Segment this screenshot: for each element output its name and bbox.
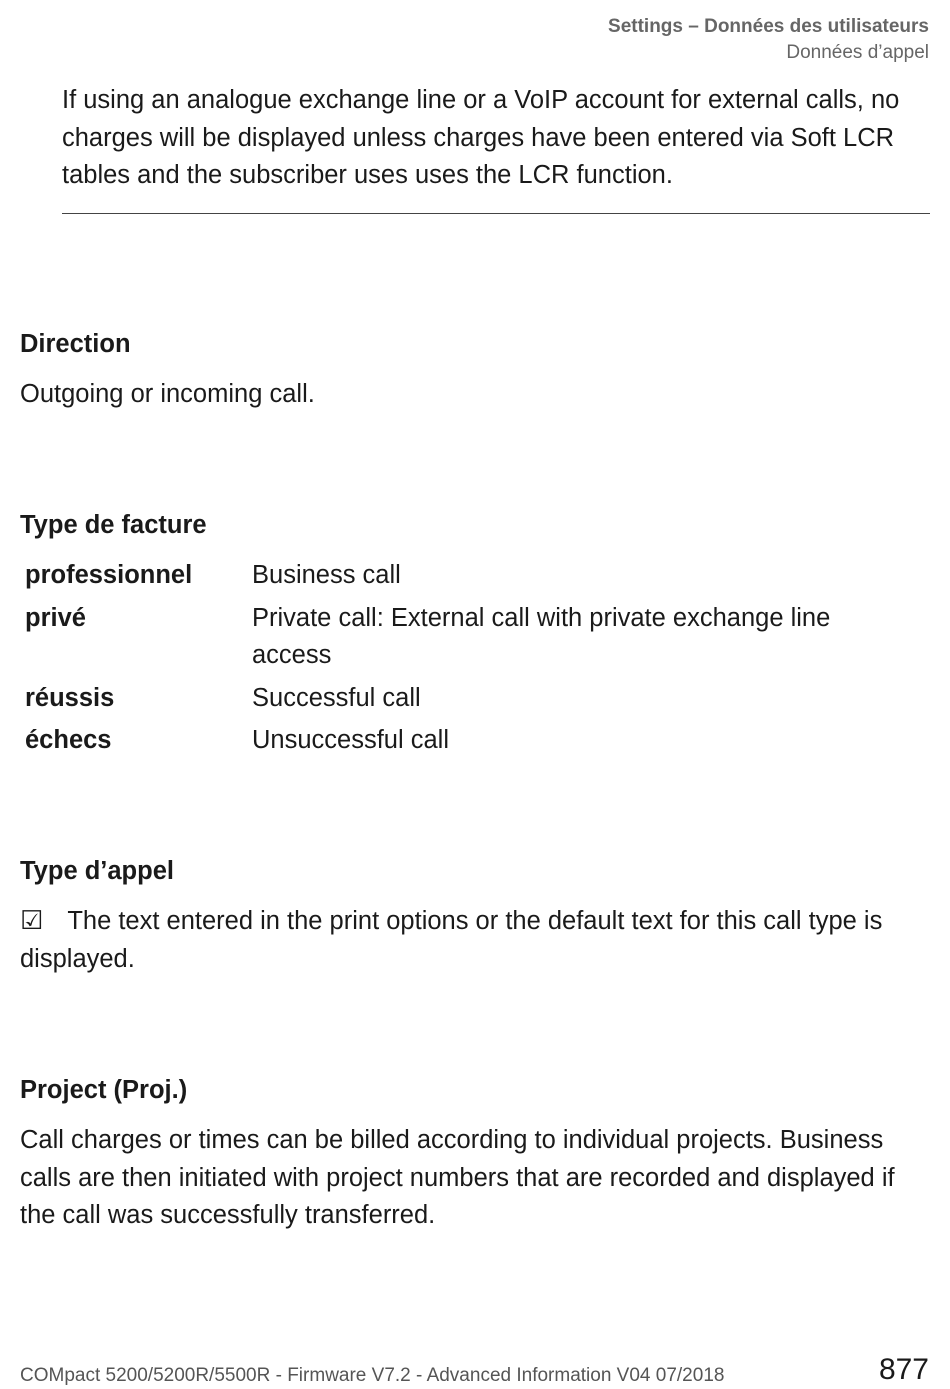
direction-text: Outgoing or incoming call.	[20, 380, 315, 408]
note-paragraph: If using an analogue exchange line or a VoIP account for external calls, no charges will be displayed unless charges have been entered via Soft LCR tables and the subscriber uses uses the LCR function.	[62, 86, 900, 189]
running-header	[608, 14, 929, 66]
desc-business-call: Business call	[252, 561, 401, 589]
list-item	[25, 680, 930, 718]
term-professionnel: professionnel	[25, 561, 193, 589]
page-number: 877	[878, 1353, 929, 1386]
header-subtitle: Données d’appel	[786, 42, 929, 63]
type-facture-list	[25, 557, 930, 765]
list-item	[25, 722, 930, 760]
type-appel-text: The text entered in the print options or the default text for this call type is displayed.	[20, 907, 883, 973]
desc-unsuccessful-call: Unsuccessful call	[252, 726, 449, 754]
term-echecs: échecs	[25, 726, 112, 754]
list-item	[25, 600, 930, 675]
header-title: Settings – Données des utilisateurs	[608, 16, 929, 37]
project-heading: Project (Proj.)	[20, 1076, 188, 1104]
project-text: Call charges or times can be billed according to individual projects. Business calls are then initiated with project numbers that are recorded and displayed if the call was successfully transferred.	[20, 1126, 895, 1229]
type-appel-text-block	[20, 903, 930, 978]
type-facture-heading: Type de facture	[20, 511, 207, 539]
term-reussis: réussis	[25, 683, 115, 712]
list-item	[25, 557, 930, 595]
term-prive: privé	[25, 603, 86, 632]
checkbox-checked-icon: ☑	[20, 906, 44, 936]
note-divider	[62, 213, 930, 214]
footer-text: COMpact 5200/5200R/5500R - Firmware V7.2 - Advanced Information V04 07/2018	[20, 1365, 725, 1386]
desc-private-call: Private call: External call with private exchange line access	[252, 603, 831, 669]
direction-heading: Direction	[20, 330, 131, 358]
desc-successful-call: Successful call	[252, 683, 421, 712]
type-appel-heading: Type d’appel	[20, 857, 174, 885]
